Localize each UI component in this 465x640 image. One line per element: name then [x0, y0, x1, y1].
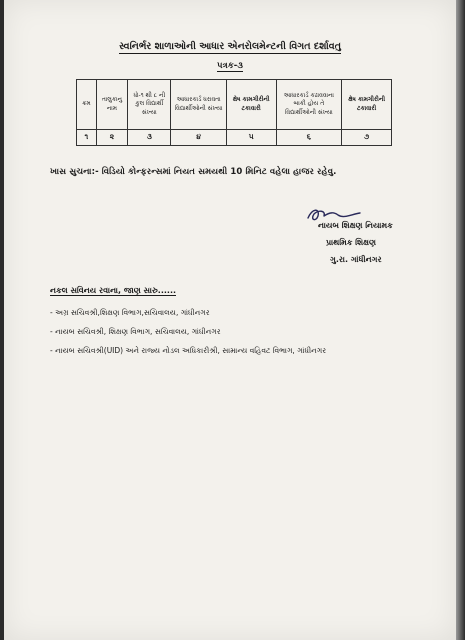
header-aadhaar-holders: આધારકાર્ડ ધરાવતા વિદ્યાર્થીઓની સંખ્યા	[171, 80, 226, 130]
signature-block	[318, 217, 448, 268]
document-heading	[4, 41, 456, 52]
signatory-department: પ્રાથમિક શિક્ષણ	[326, 238, 376, 247]
table-cell: ૨	[96, 130, 128, 146]
copy-to-title	[50, 286, 176, 296]
scan-edge	[456, 0, 465, 640]
document-page	[4, 0, 456, 640]
header-total-students: ધો-૧ થી ૮ ની કુલ વિદ્યાર્થી સંખ્યા	[128, 80, 171, 130]
list-item: - નાયબ સચિવશ્રી, શિક્ષણ વિભાગ, સચિવાલય, ગાંધીનગર	[50, 327, 221, 336]
document-heading-text: સ્વનિર્ભર શાળાઓની આધાર એનરોલમેન્ટની વિગત દર્શાવતુ	[118, 41, 342, 52]
header-work-percent: ક્ષેષ કામગીરીની ટકાવારી	[226, 80, 276, 130]
list-item: - અગ્ર સચિવશ્રી,શિક્ષણ વિભાગ,સચિવાલય, ગાંધીનગર	[50, 308, 210, 317]
header-pending-students: આધારકાર્ડ કઢાવવાના બાકી હોય તે વિદ્યાર્થીઓની સંખ્યા	[276, 80, 342, 130]
enrolment-table	[76, 79, 392, 146]
table-cell: ૬	[276, 130, 342, 146]
table-header-row	[77, 80, 392, 130]
signatory-location: ગુ.રા. ગાંધીનગર	[330, 255, 382, 264]
document-subheading	[4, 61, 456, 71]
signatory-designation: નાયબ શિક્ષણ નિયામક	[318, 221, 393, 230]
special-notice: ખાસ સુચના:- વિડિયો કોન્ફરન્સમાં નિયત સમયથી 10 મિનિટ વહેલા હાજર રહેવુ.	[50, 167, 337, 177]
table-cell: ૪	[171, 130, 226, 146]
copy-to-title-text: નકલ સવિનય રવાના, જાણ સારુ......	[50, 286, 177, 295]
table-cell: ૭	[342, 130, 392, 146]
header-serial: ક્રમ	[77, 80, 97, 130]
table-cell: ૩	[128, 130, 171, 146]
document-subheading-text: પત્રક-૩	[217, 61, 243, 71]
table-cell: ૫	[226, 130, 276, 146]
list-item: - નાયબ સચિવશ્રી(UID) અને રાજ્ય નોડલ અધિકારીશ્રી, સામાન્ય વહિવટ વિભાગ, ગાંધીનગર	[50, 346, 327, 355]
header-remaining-percent: ક્ષેષ કામગીરીની ટકાવારી	[342, 80, 392, 130]
table-row	[77, 130, 392, 146]
copy-to-list	[50, 303, 450, 360]
header-taluka: તાલુકાનુ નામ	[96, 80, 128, 130]
table-cell: ૧	[77, 130, 97, 146]
